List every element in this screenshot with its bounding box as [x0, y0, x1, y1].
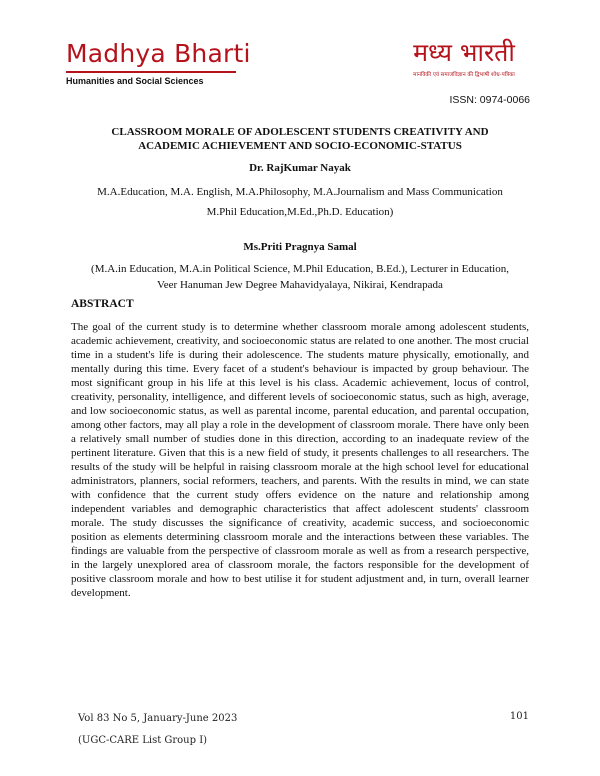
journal-logo-english: [66, 40, 251, 86]
journal-tagline-hindi: मानविकी एवं समाजविज्ञान की द्विभाषी शोध-पत्रिका: [413, 72, 515, 78]
logo-underline: [66, 71, 236, 73]
journal-subtitle: Humanities and Social Sciences: [66, 76, 204, 86]
article-title-line: CLASSROOM MORALE OF ADOLESCENT STUDENTS CREATIVITY AND: [111, 126, 489, 138]
article-title-line: ACADEMIC ACHIEVEMENT AND SOCIO-ECONOMIC-STATUS: [138, 140, 462, 152]
journal-name-hindi: मध्य भारती: [413, 38, 515, 67]
affiliation-line: Veer Hanuman Jew Degree Mahavidyalaya, Nikirai, Kendrapada: [157, 279, 443, 291]
affiliation-line: M.Phil Education,M.Ed.,Ph.D. Education): [206, 206, 394, 218]
abstract-heading: ABSTRACT: [71, 298, 134, 310]
author-affiliation: [66, 261, 534, 293]
author-name: Ms.Priti Pragnya Samal: [243, 241, 357, 253]
footer-volume: Vol 83 No 5, January-June 2023: [78, 713, 238, 724]
issn-number: ISSN: 0974-0066: [449, 94, 530, 106]
footer-list-group: (UGC-CARE List Group I): [78, 735, 208, 746]
affiliation-line: (M.A.in Education, M.A.in Political Science, M.Phil Education, B.Ed.), Lecturer in Education,: [91, 263, 509, 275]
journal-name: Madhya Bharti: [66, 39, 251, 68]
journal-logo-hindi: [394, 38, 534, 78]
author-affiliation: [66, 182, 534, 222]
abstract-body: The goal of the current study is to determine whether classroom morale among adolescent students, academic achievement, creativity, and socioeconomic status are related to one another. The most crucial time in a student's life is during their adolescence. The students mature physically, emotionally, and mentally during this time. Every facet of a student's behaviour is impacted by group behaviour. The most significant group in his life at this level is his class. Academic achievement, locus of control, creativity, personality, intelligence, and different levels of socioeconomic status, such as high, average, and low socioeconomic status, as well as parental income, parental education, and parental occupation, among other factors, may all play a role in the development of classroom morale. There have only been a relatively small number of studies done in this direction, according to an inadequate review of the pertinent literature. Given that this is a new field of study, it presents challenges to all researchers. The results of the study will be helpful in raising classroom morale at the high school level for educational administrators, planners, social reformers, teachers, and parents. With the results in mind, we can state with confidence that the current study offers evidence on the nature and relationship among independent variables and demographic characteristics that affect adolescent students' classroom morale. The study discusses the significance of creativity, academic success, and socioeconomic position as elements determining classroom morale and the interactions between these variables. The findings are valuable from the perspective of classroom morale as well as from a research perspective, in the largely unexplored area of classroom morale, the factors responsible for the development of positive classroom morale and how to best utilise it for student adjustment and, in turn, overall learner development.: [71, 321, 529, 599]
page-number: 101: [509, 711, 529, 722]
author-name: Dr. RajKumar Nayak: [249, 162, 351, 174]
article-title: [66, 125, 534, 153]
affiliation-line: M.A.Education, M.A. English, M.A.Philosophy, M.A.Journalism and Mass Communication: [97, 186, 503, 198]
